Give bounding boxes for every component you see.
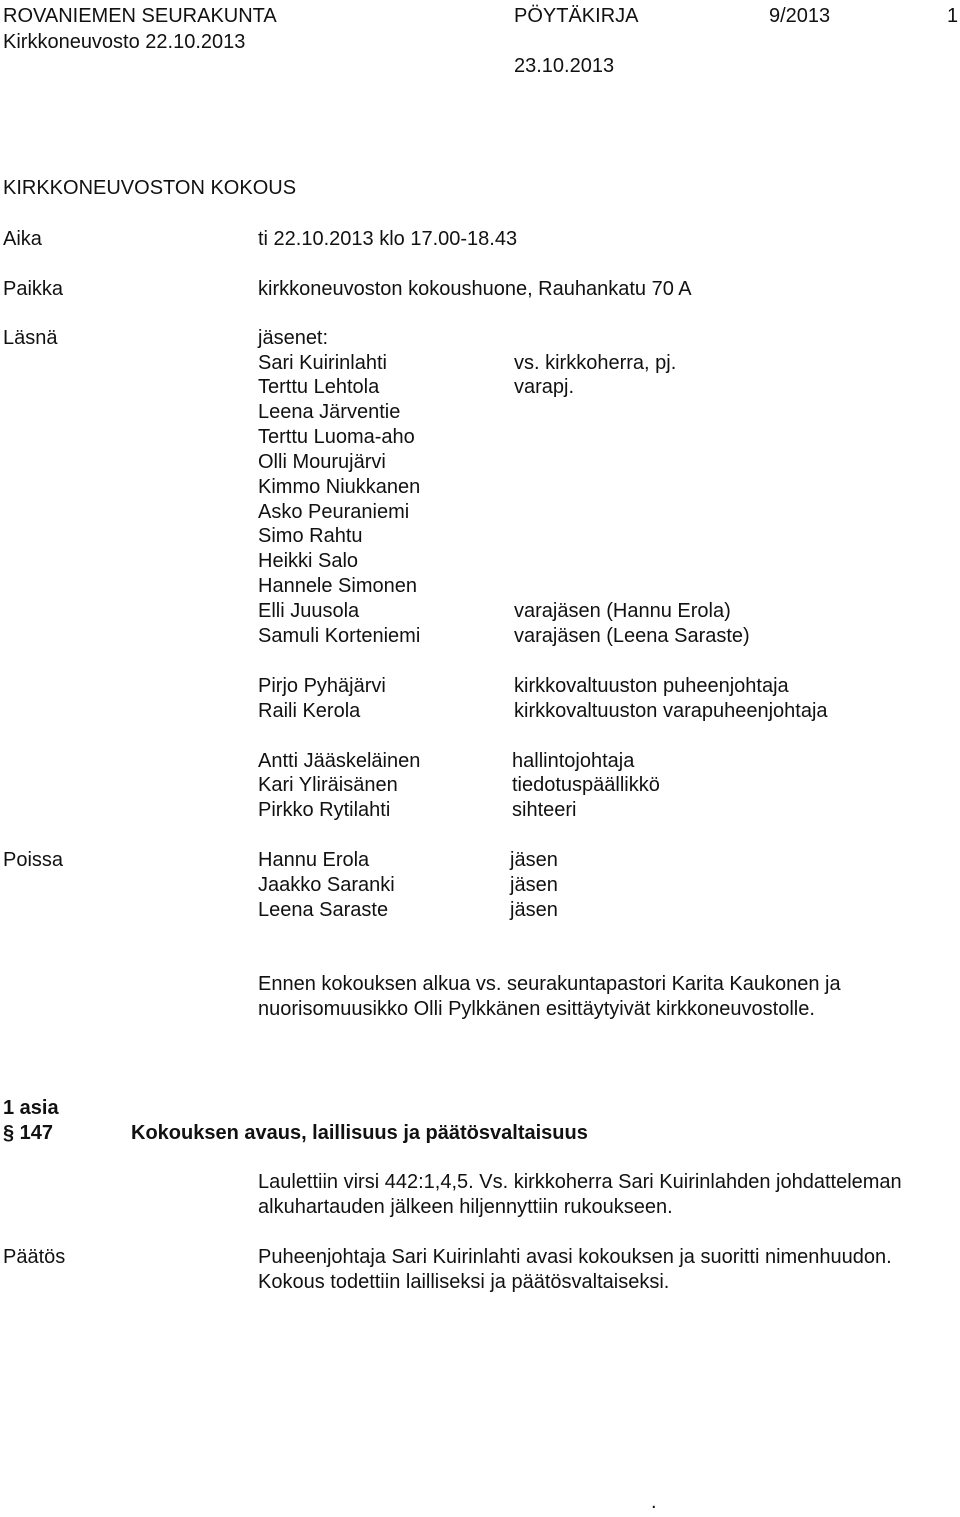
- absent-name: Jaakko Saranki: [258, 874, 395, 896]
- attendee-role: kirkkovaltuuston puheenjohtaja: [514, 675, 789, 697]
- member-name: Kimmo Niukkanen: [258, 476, 421, 498]
- decision-label: Päätös: [3, 1246, 66, 1268]
- member-role: varajäsen (Leena Saraste): [514, 625, 750, 647]
- member-name: Hannele Simonen: [258, 575, 417, 597]
- section-title: Kokouksen avaus, laillisuus ja päätösvaltaisuus: [131, 1122, 588, 1144]
- agenda-item-number: 1 asia: [3, 1097, 59, 1119]
- place-label: Paikka: [3, 278, 64, 300]
- item-body-line: Laulettiin virsi 442:1,4,5. Vs. kirkkoherra Sari Kuirinlahden johdatteleman: [258, 1171, 902, 1193]
- attendee-role: tiedotuspäällikkö: [512, 774, 660, 796]
- member-name: Terttu Lehtola: [258, 376, 380, 398]
- attendee-name: Kari Yliräisänen: [258, 774, 398, 796]
- body-and-date: Kirkkoneuvosto 22.10.2013: [3, 31, 246, 53]
- time-value: ti 22.10.2013 klo 17.00-18.43: [258, 228, 518, 250]
- absent-label: Poissa: [3, 849, 64, 871]
- member-role: vs. kirkkoherra, pj.: [514, 352, 677, 374]
- item-body-line: alkuhartauden jälkeen hiljennyttiin rukoukseen.: [258, 1196, 673, 1218]
- attendee-name: Pirkko Rytilahti: [258, 799, 391, 821]
- absent-role: jäsen: [510, 849, 558, 871]
- attendee-name: Raili Kerola: [258, 700, 361, 722]
- member-role: varajäsen (Hannu Erola): [514, 600, 731, 622]
- document-type: PÖYTÄKIRJA: [514, 5, 639, 27]
- member-name: Heikki Salo: [258, 550, 359, 572]
- absent-role: jäsen: [510, 874, 558, 896]
- absent-name: Leena Saraste: [258, 899, 389, 921]
- attendee-name: Antti Jääskeläinen: [258, 750, 421, 772]
- intro-line: Ennen kokouksen alkua vs. seurakuntapastori Karita Kaukonen ja: [258, 973, 841, 995]
- members-heading: jäsenet:: [258, 327, 329, 349]
- absent-role: jäsen: [510, 899, 558, 921]
- decision-line: Puheenjohtaja Sari Kuirinlahti avasi kokouksen ja suoritti nimenhuudon.: [258, 1246, 892, 1268]
- member-name: Sari Kuirinlahti: [258, 352, 387, 374]
- member-name: Simo Rahtu: [258, 525, 363, 547]
- attendee-role: hallintojohtaja: [512, 750, 635, 772]
- decision-line: Kokous todettiin lailliseksi ja päätösvaltaiseksi.: [258, 1271, 670, 1293]
- document-number: 9/2013: [769, 5, 831, 27]
- footer-mark: .: [651, 1491, 657, 1513]
- meeting-title: KIRKKONEUVOSTON KOKOUS: [3, 177, 297, 199]
- place-value: kirkkoneuvoston kokoushuone, Rauhankatu 70 A: [258, 278, 692, 300]
- present-label: Läsnä: [3, 327, 58, 349]
- intro-line: nuorisomuusikko Olli Pylkkänen esittäytyivät kirkkoneuvostolle.: [258, 998, 815, 1020]
- member-name: Olli Mourujärvi: [258, 451, 386, 473]
- member-name: Samuli Korteniemi: [258, 625, 421, 647]
- attendee-role: sihteeri: [512, 799, 577, 821]
- attendee-role: kirkkovaltuuston varapuheenjohtaja: [514, 700, 828, 722]
- member-name: Asko Peuraniemi: [258, 501, 410, 523]
- section-number: § 147: [3, 1122, 54, 1144]
- posted-date: 23.10.2013: [514, 55, 615, 77]
- member-name: Terttu Luoma-aho: [258, 426, 415, 448]
- member-name: Leena Järventie: [258, 401, 401, 423]
- absent-name: Hannu Erola: [258, 849, 370, 871]
- member-role: varapj.: [514, 376, 575, 398]
- organization-name: ROVANIEMEN SEURAKUNTA: [3, 5, 277, 27]
- page-number: 1: [947, 5, 959, 27]
- attendee-name: Pirjo Pyhäjärvi: [258, 675, 386, 697]
- time-label: Aika: [3, 228, 42, 250]
- member-name: Elli Juusola: [258, 600, 360, 622]
